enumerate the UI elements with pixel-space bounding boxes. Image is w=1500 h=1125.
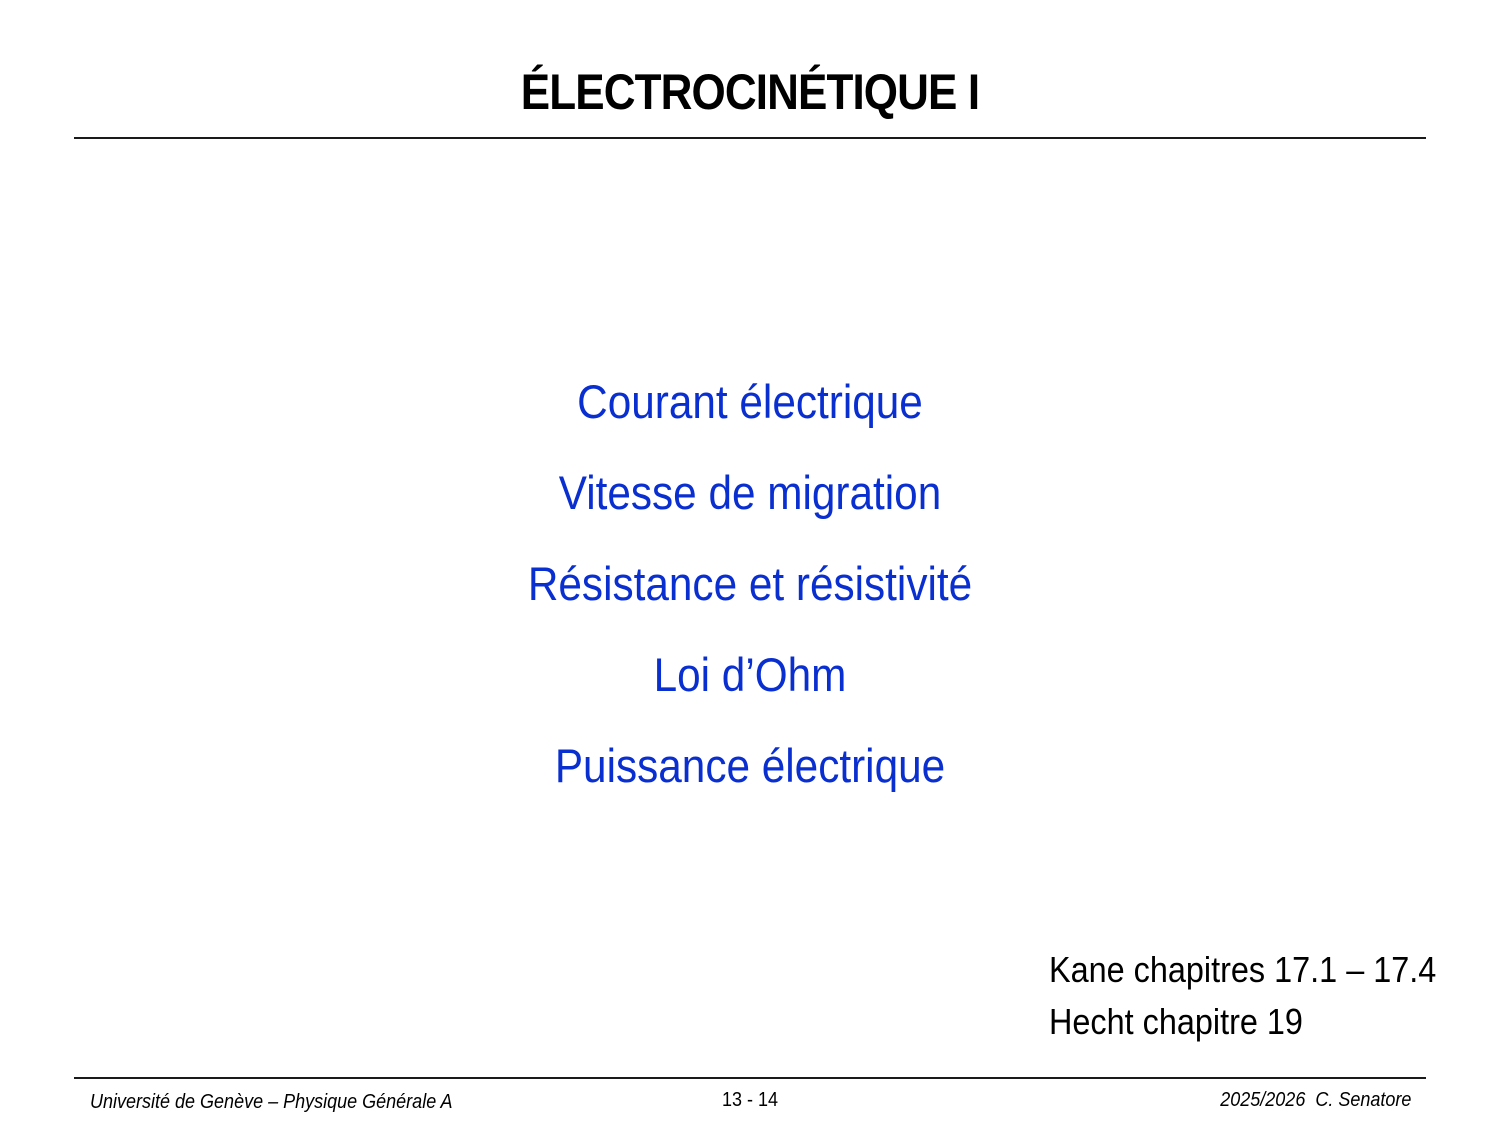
topic-item: Puissance électrique [554,739,946,792]
references [1049,944,1436,1048]
footer-institution: Université de Genève – Physique Générale A [90,1091,453,1113]
reference-kane: Kane chapitres 17.1 – 17.4 [1049,949,1437,990]
slide-title: ÉLECTROCINÉTIQUE I [520,64,980,120]
reference-hecht: Hecht chapitre 19 [1049,1001,1303,1042]
topic-item: Résistance et résistivité [527,557,973,610]
footer-divider [74,1077,1426,1079]
topic-item: Vitesse de migration [558,466,942,519]
page-number: 13 - 14 [721,1089,779,1111]
topic-list [0,356,1500,811]
topic-item: Courant électrique [577,375,923,428]
topic-item: Loi d’Ohm [653,648,847,701]
title-divider [74,137,1426,139]
footer-author-year: 2025/2026 C. Senatore [1219,1089,1411,1111]
